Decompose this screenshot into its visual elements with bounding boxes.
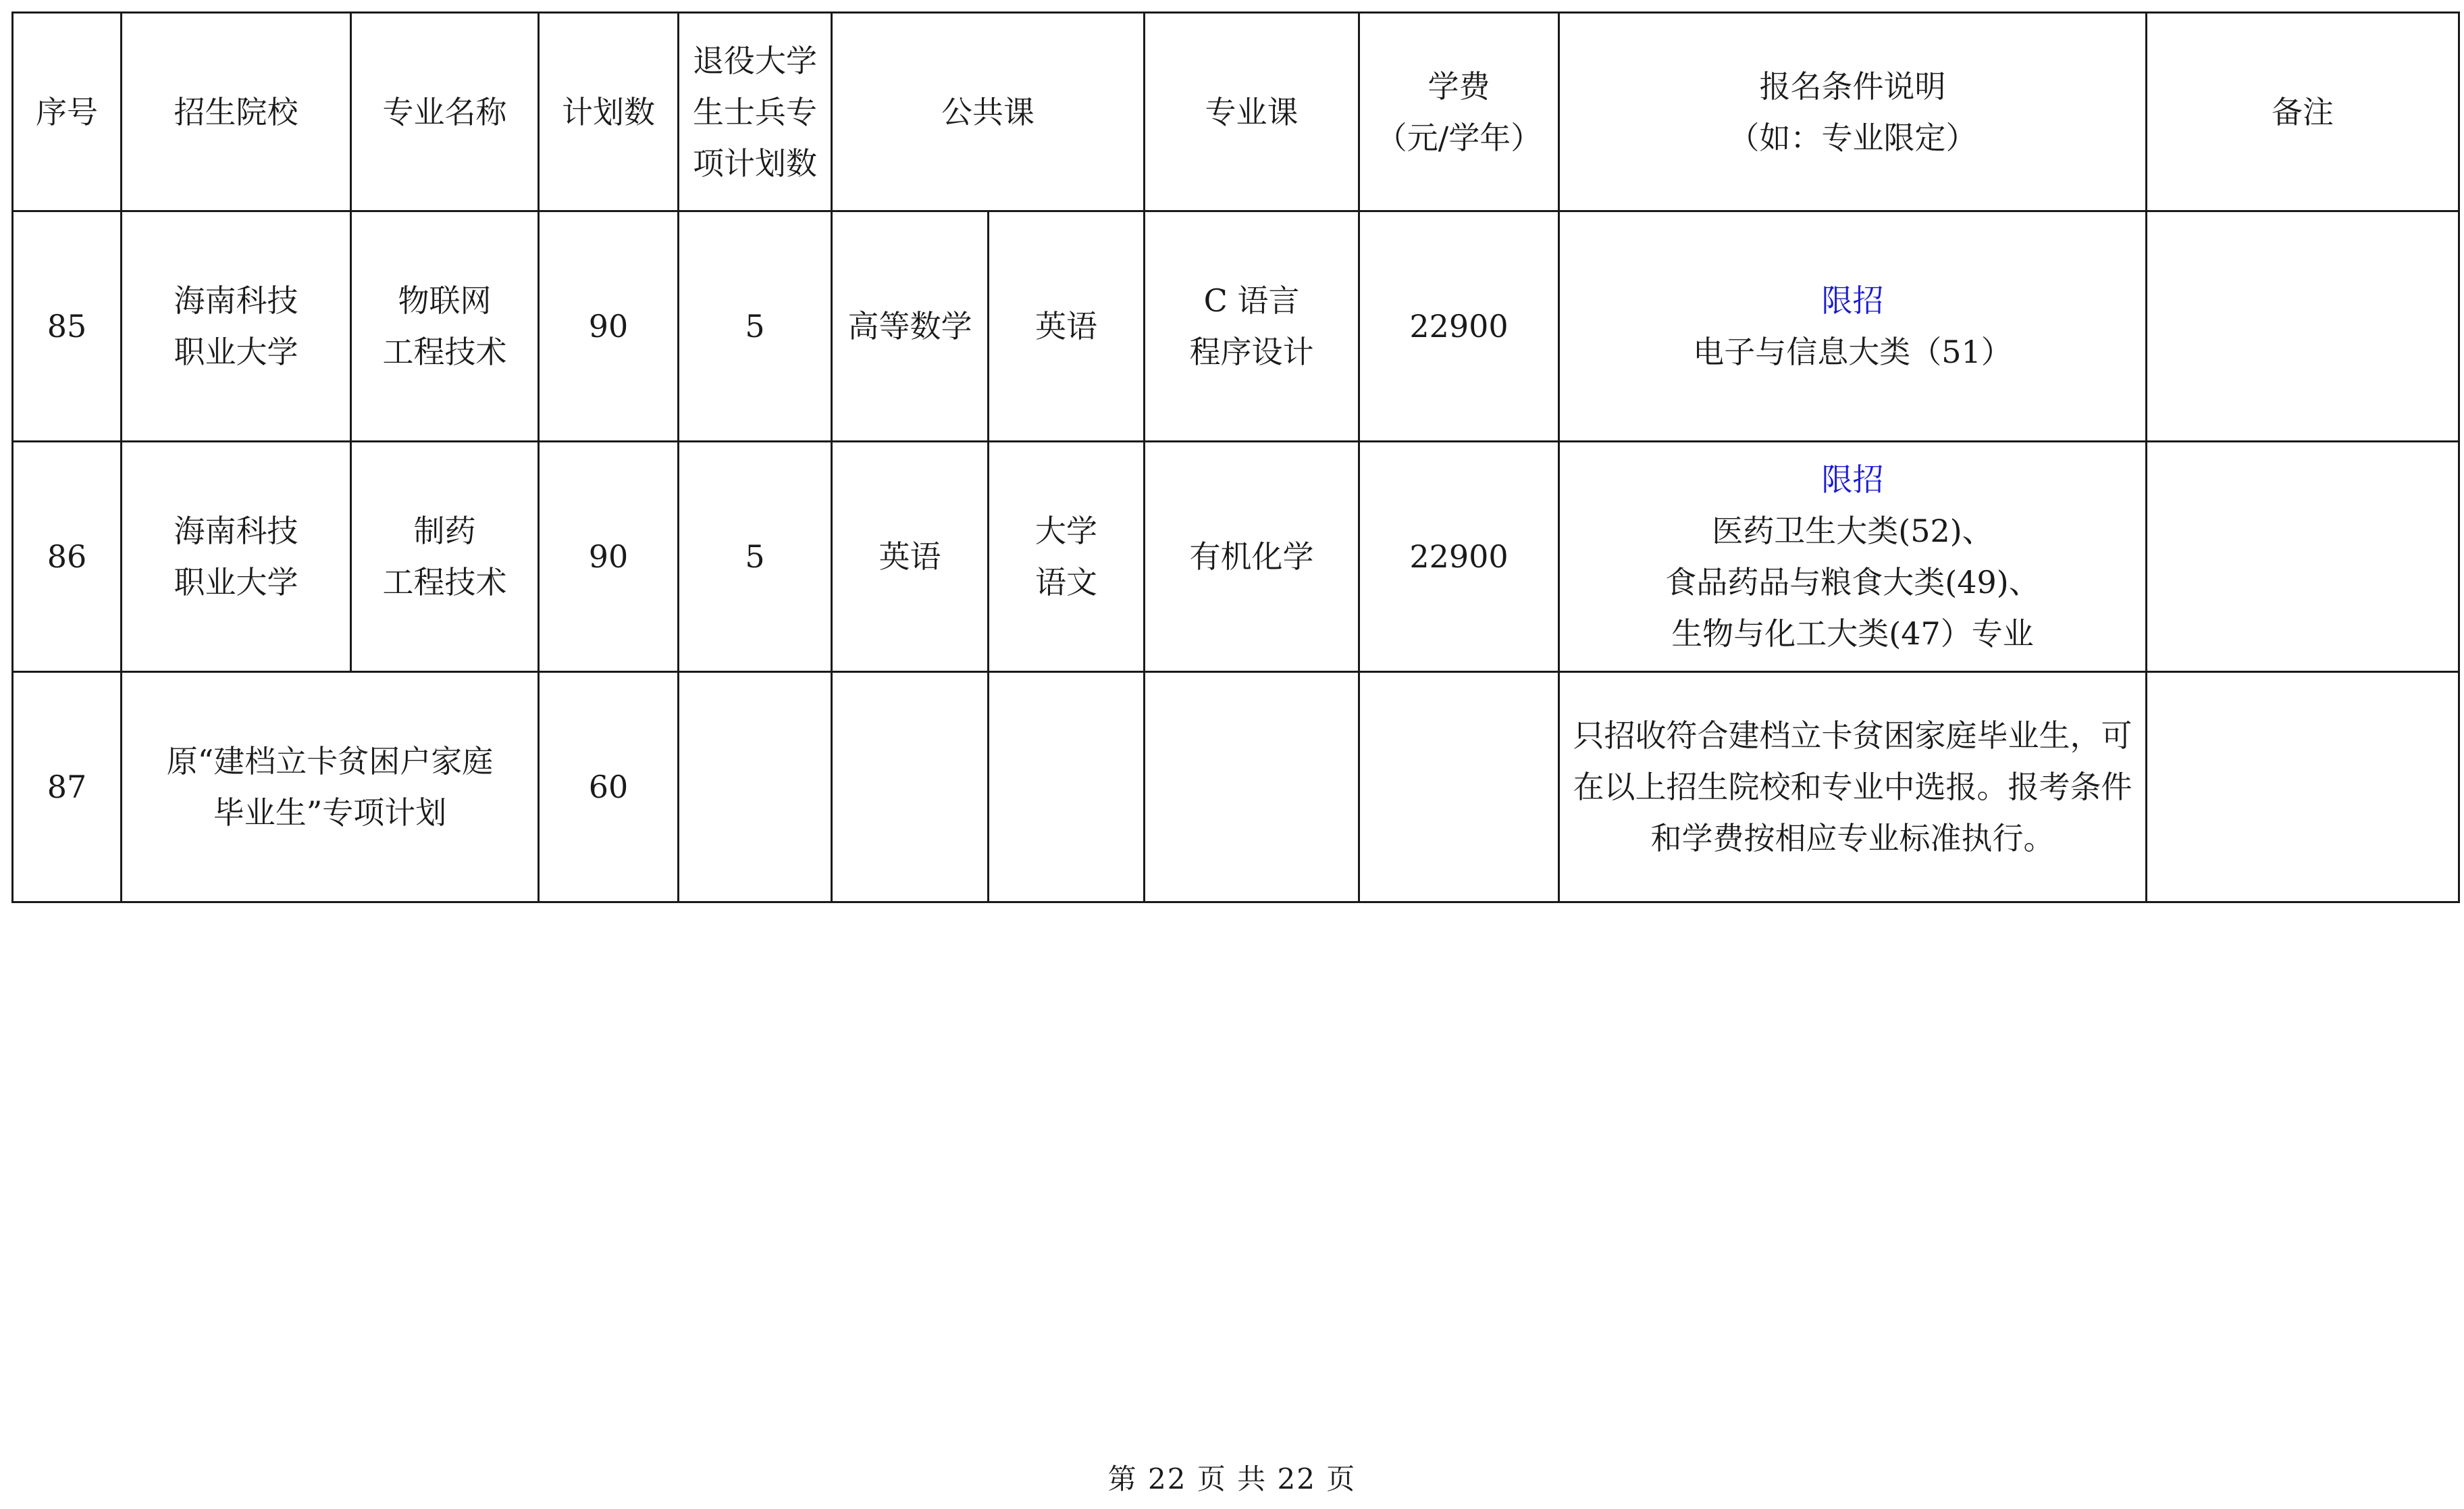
cell-veteran: 5 (679, 211, 832, 442)
cell-major-course-line: 程序设计 (1189, 334, 1314, 370)
cell-seq: 86 (13, 442, 122, 672)
header-major-course: 专业课 (1145, 13, 1359, 211)
cell-major-line: 制药 (413, 513, 476, 549)
restriction-label: 限招 (1821, 461, 1884, 498)
cell-school-line: 海南科技 (174, 513, 298, 549)
cell-public-course-1: 高等数学 (832, 211, 989, 442)
cell-conditions (1559, 672, 2147, 902)
cell-conditions (1559, 211, 2147, 442)
cell-school-line: 职业大学 (174, 334, 298, 370)
cell-conditions (1559, 442, 2147, 672)
cell-special-plan (122, 672, 539, 902)
cell-conditions-line: 只招收符合建档立卡贫困家庭毕业生，可 (1573, 717, 2132, 754)
cell-school (122, 211, 351, 442)
table-row (13, 442, 2459, 672)
cell-plan: 90 (539, 211, 679, 442)
table-header-row (13, 13, 2459, 211)
header-school: 招生院校 (122, 13, 351, 211)
cell-remarks (2147, 442, 2459, 672)
cell-seq: 85 (13, 211, 122, 442)
cell-veteran: 5 (679, 442, 832, 672)
cell-major-course-line: 有机化学 (1189, 538, 1314, 575)
header-tuition-line: 学费 (1427, 68, 1490, 105)
cell-major-line: 工程技术 (382, 564, 507, 600)
header-veteran-line: 生士兵专 (693, 93, 817, 130)
header-public-course: 公共课 (832, 13, 1145, 211)
header-veteran-plan (679, 13, 832, 211)
table-row (13, 672, 2459, 902)
cell-special-plan-line: 毕业生”专项计划 (213, 794, 447, 831)
header-conditions (1559, 13, 2147, 211)
cell-plan: 60 (539, 672, 679, 902)
cell-public-course-2 (989, 672, 1145, 902)
cell-public-course-2 (989, 442, 1145, 672)
admissions-plan-table (11, 11, 2460, 903)
cell-public-course-1 (832, 672, 989, 902)
cell-conditions-line: 和学费按相应专业标准执行。 (1650, 820, 2055, 856)
header-remarks: 备注 (2147, 13, 2459, 211)
cell-plan: 90 (539, 442, 679, 672)
header-major: 专业名称 (351, 13, 539, 211)
cell-public-course-line: 语文 (1035, 564, 1097, 600)
header-tuition-line: （元/学年） (1375, 119, 1542, 156)
cell-major-course (1145, 211, 1359, 442)
cell-remarks (2147, 211, 2459, 442)
cell-public-course-line: 大学 (1035, 513, 1097, 549)
page-number-footer: 第 22 页 共 22 页 (1107, 1462, 1357, 1495)
restriction-label: 限招 (1821, 282, 1884, 319)
cell-seq: 87 (13, 672, 122, 902)
cell-major-line: 工程技术 (382, 334, 507, 370)
cell-tuition: 22900 (1359, 442, 1559, 672)
cell-special-plan-line: 原“建档立卡贫困户家庭 (166, 743, 494, 779)
header-conditions-line: 报名条件说明 (1759, 68, 1946, 105)
header-veteran-line: 退役大学 (693, 42, 817, 79)
cell-major (351, 442, 539, 672)
cell-remarks (2147, 672, 2459, 902)
cell-public-course-1: 英语 (832, 442, 989, 672)
cell-conditions-line: 医药卫生大类(52)、 (1712, 513, 1993, 549)
table-row (13, 211, 2459, 442)
cell-major (351, 211, 539, 442)
cell-school-line: 职业大学 (174, 564, 298, 600)
cell-tuition (1359, 672, 1559, 902)
cell-school (122, 442, 351, 672)
cell-school-line: 海南科技 (174, 282, 298, 319)
cell-conditions-line: 食品药品与粮食大类(49)、 (1665, 564, 2040, 600)
header-veteran-line: 项计划数 (693, 145, 817, 182)
cell-conditions-line: 电子与信息大类（51） (1693, 334, 2012, 370)
cell-major-course (1145, 672, 1359, 902)
header-conditions-line: （如：专业限定） (1728, 119, 1977, 156)
cell-veteran (679, 672, 832, 902)
header-plan: 计划数 (539, 13, 679, 211)
cell-major-course (1145, 442, 1359, 672)
cell-public-course-2: 英语 (989, 211, 1145, 442)
cell-conditions-line: 生物与化工大类(47）专业 (1671, 615, 2034, 652)
header-seq: 序号 (13, 13, 122, 211)
cell-tuition: 22900 (1359, 211, 1559, 442)
header-tuition (1359, 13, 1559, 211)
cell-major-line: 物联网 (398, 282, 492, 319)
cell-major-course-line: C 语言 (1203, 282, 1300, 319)
cell-conditions-line: 在以上招生院校和专业中选报。报考条件 (1573, 769, 2132, 805)
